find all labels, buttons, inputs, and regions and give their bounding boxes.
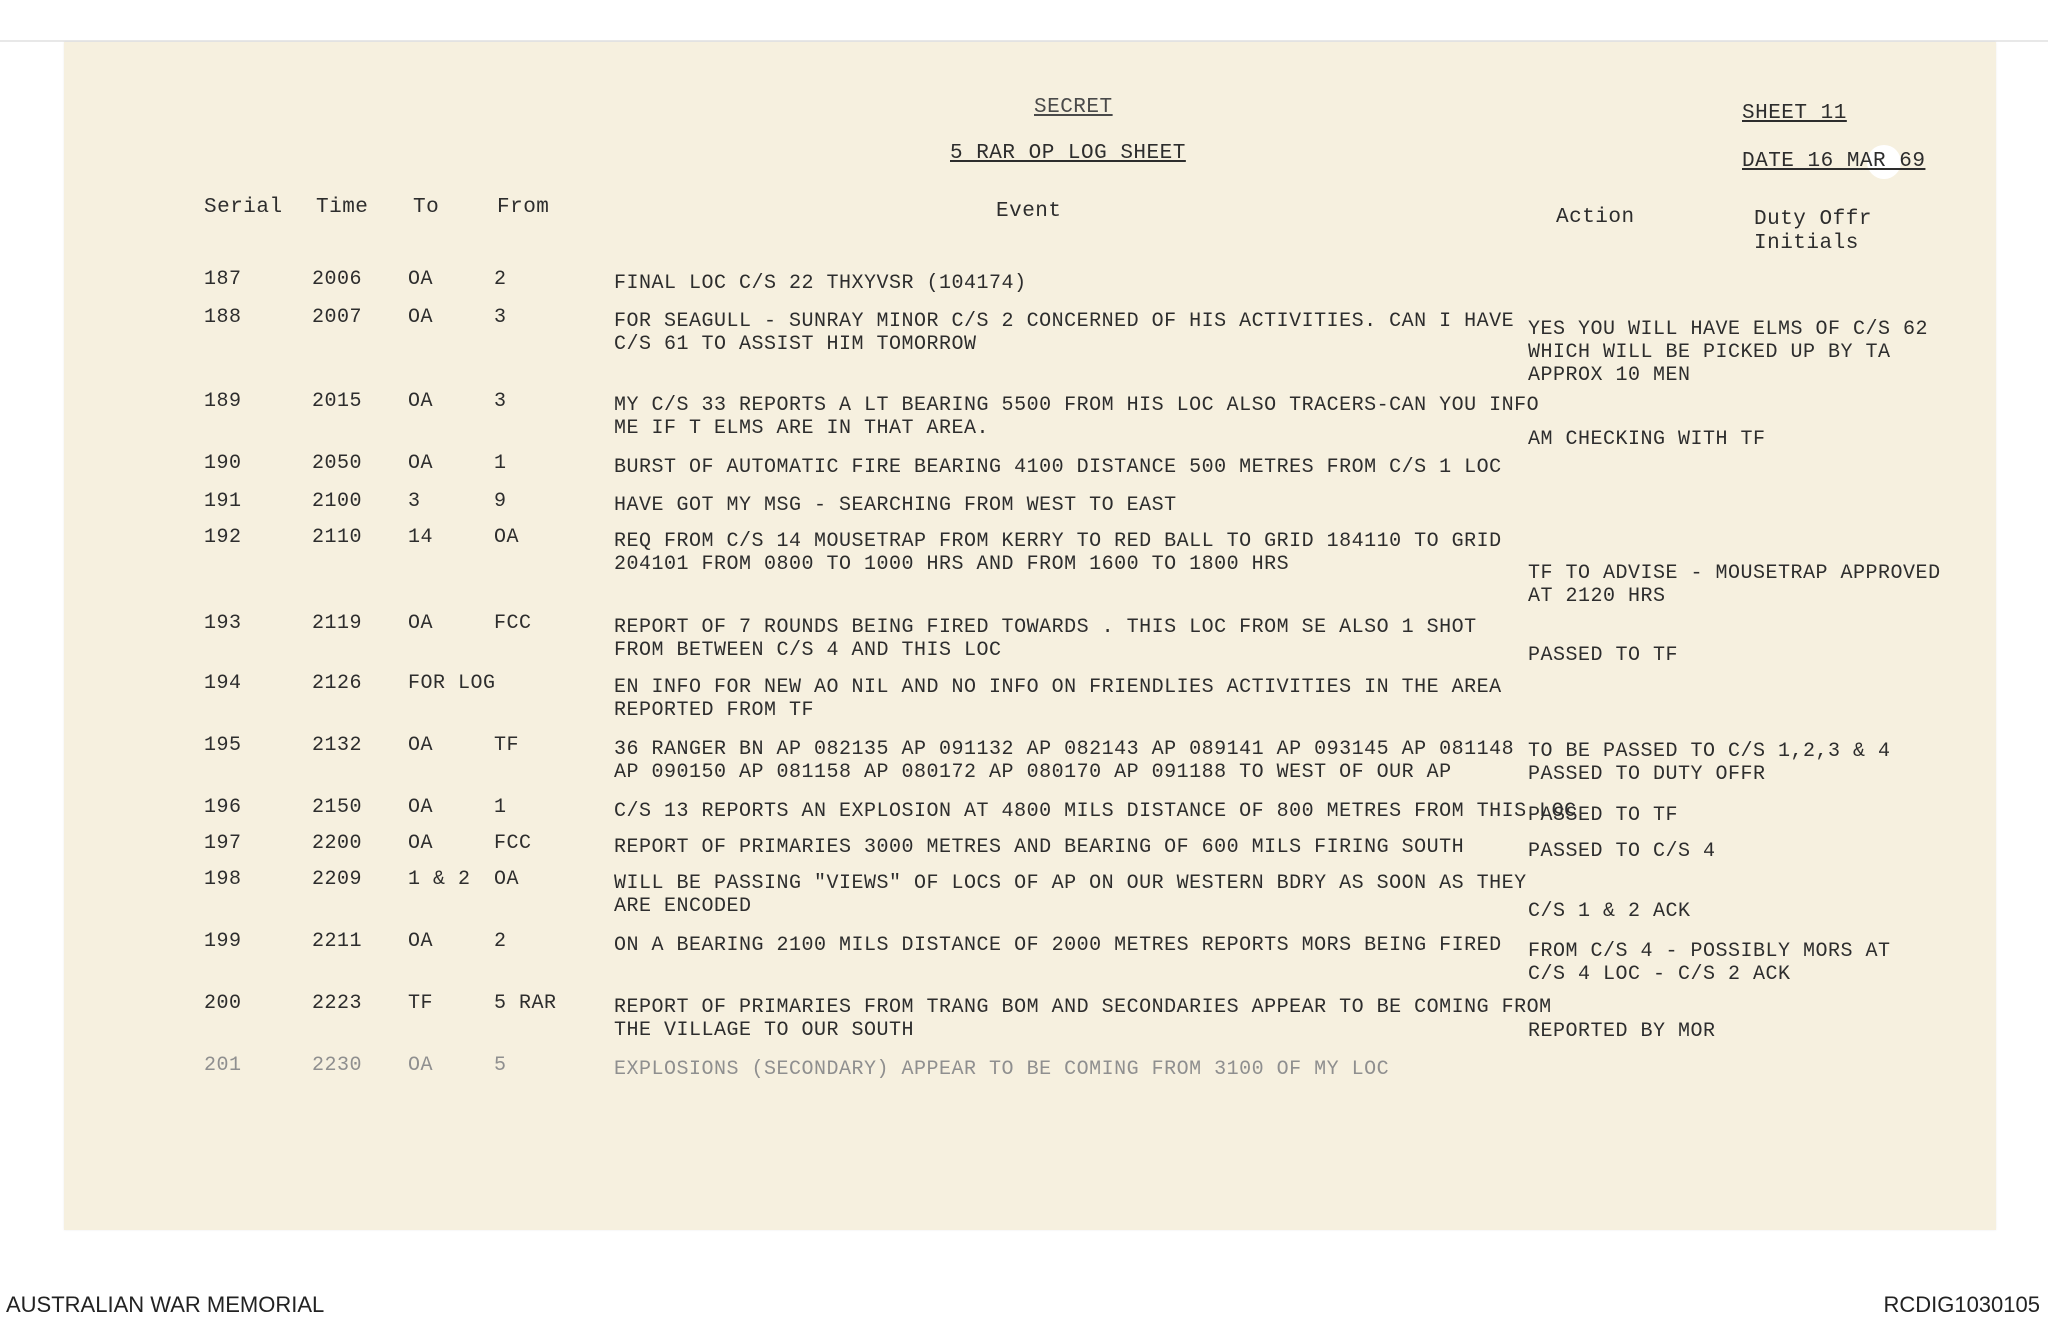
entry-to: 1 & 2 [408, 868, 471, 891]
entry-from: 3 [494, 306, 507, 329]
entry-event-line: REPORTED FROM TF [614, 699, 815, 722]
entry-serial: 191 [204, 490, 242, 513]
entry-action-line: C/S 1 & 2 ACK [1528, 900, 1691, 923]
entry-event-line: REPORT OF PRIMARIES FROM TRANG BOM AND SECONDARIES APPEAR TO BE COMING FROM [614, 996, 1552, 1019]
entry-action-line: PASSED TO TF [1528, 804, 1679, 827]
entry-to: OA [408, 796, 434, 819]
entry-from: 3 [494, 390, 507, 413]
entry-from: FCC [494, 832, 532, 855]
entry-to: TF [408, 992, 434, 1015]
entry-event-line: AP 090150 AP 081158 AP 080172 AP 080170 AP 091188 TO WEST OF OUR AP [614, 761, 1452, 784]
entry-time: 2200 [312, 832, 363, 855]
entry-serial: 189 [204, 390, 242, 413]
entry-event-line: THE VILLAGE TO OUR SOUTH [614, 1019, 915, 1042]
entry-to: 3 [408, 490, 421, 513]
entry-to: OA [408, 734, 434, 757]
classification-heading: SECRET [1034, 96, 1113, 119]
entry-to: OA [408, 930, 434, 953]
entry-event-line: EXPLOSIONS (SECONDARY) APPEAR TO BE COMING FROM 3100 OF MY LOC [614, 1058, 1390, 1081]
entry-event-line: REPORT OF PRIMARIES 3000 METRES AND BEARING OF 600 MILS FIRING SOUTH [614, 836, 1465, 859]
col-header-action: Action [1556, 206, 1635, 229]
entry-from: OA [494, 868, 520, 891]
entry-time: 2050 [312, 452, 363, 475]
entry-serial: 199 [204, 930, 242, 953]
col-header-event: Event [996, 200, 1062, 223]
entry-from: 1 [494, 452, 507, 475]
entry-action-line: AT 2120 HRS [1528, 585, 1666, 608]
entry-to: OA [408, 390, 434, 413]
entry-event-line: WILL BE PASSING "VIEWS" OF LOCS OF AP ON OUR WESTERN BDRY AS SOON AS THEY [614, 872, 1527, 895]
entry-event-line: REPORT OF 7 ROUNDS BEING FIRED TOWARDS . THIS LOC FROM SE ALSO 1 SHOT [614, 616, 1477, 639]
entry-time: 2150 [312, 796, 363, 819]
entry-serial: 200 [204, 992, 242, 1015]
entry-action-line: AM CHECKING WITH TF [1528, 428, 1766, 451]
entry-action-line: REPORTED BY MOR [1528, 1020, 1716, 1043]
entry-time: 2119 [312, 612, 363, 635]
entry-serial: 190 [204, 452, 242, 475]
sheet-number: SHEET 11 [1742, 102, 1847, 125]
entry-event-line: HAVE GOT MY MSG - SEARCHING FROM WEST TO EAST [614, 494, 1177, 517]
entry-from: OA [494, 526, 520, 549]
entry-action-line: YES YOU WILL HAVE ELMS OF C/S 62 [1528, 318, 1929, 341]
entry-action-line: FROM C/S 4 - POSSIBLY MORS AT [1528, 940, 1891, 963]
entry-event-line: C/S 61 TO ASSIST HIM TOMORROW [614, 333, 977, 356]
entry-event-line: REQ FROM C/S 14 MOUSETRAP FROM KERRY TO RED BALL TO GRID 184110 TO GRID [614, 530, 1502, 553]
entry-to: OA [408, 268, 434, 291]
entry-time: 2100 [312, 490, 363, 513]
entry-time: 2006 [312, 268, 363, 291]
col-header-duty-initials: Initials [1754, 232, 1859, 255]
footer-record-id: RCDIG1030105 [1883, 1292, 2040, 1317]
entry-from: 2 [494, 268, 507, 291]
entry-to: FOR LOG [408, 672, 496, 695]
entry-action-line: PASSED TO C/S 4 [1528, 840, 1716, 863]
col-header-time: Time [316, 196, 369, 219]
entry-action-line: PASSED TO DUTY OFFR [1528, 763, 1766, 786]
entry-time: 2230 [312, 1054, 363, 1077]
entry-time: 2110 [312, 526, 363, 549]
col-header-duty-officer: Duty Offr [1754, 208, 1872, 231]
col-header-to: To [413, 196, 440, 219]
sheet-title: 5 RAR OP LOG SHEET [950, 142, 1186, 165]
entry-event-line: ME IF T ELMS ARE IN THAT AREA. [614, 417, 990, 440]
entry-serial: 197 [204, 832, 242, 855]
entry-to: OA [408, 306, 434, 329]
entry-event-line: 204101 FROM 0800 TO 1000 HRS AND FROM 1600 TO 1800 HRS [614, 553, 1290, 576]
entry-event-line: C/S 13 REPORTS AN EXPLOSION AT 4800 MILS DISTANCE OF 800 METRES FROM THIS LOC [614, 800, 1577, 823]
entry-event-line: ARE ENCODED [614, 895, 752, 918]
entry-serial: 198 [204, 868, 242, 891]
entry-time: 2007 [312, 306, 363, 329]
entry-to: OA [408, 612, 434, 635]
entry-from: 2 [494, 930, 507, 953]
entry-action-line: WHICH WILL BE PICKED UP BY TA [1528, 341, 1891, 364]
entry-from: 5 [494, 1054, 507, 1077]
entry-to: OA [408, 832, 434, 855]
entry-serial: 187 [204, 268, 242, 291]
entry-time: 2209 [312, 868, 363, 891]
sheet-date: DATE 16 MAR 69 [1742, 150, 1926, 173]
entry-from: 9 [494, 490, 507, 513]
col-header-from: From [497, 196, 550, 219]
entry-event-line: BURST OF AUTOMATIC FIRE BEARING 4100 DISTANCE 500 METRES FROM C/S 1 LOC [614, 456, 1502, 479]
entry-time: 2132 [312, 734, 363, 757]
entry-serial: 201 [204, 1054, 242, 1077]
entry-serial: 194 [204, 672, 242, 695]
entry-action-line: PASSED TO TF [1528, 644, 1679, 667]
entry-serial: 193 [204, 612, 242, 635]
entry-to: 14 [408, 526, 434, 549]
entry-serial: 188 [204, 306, 242, 329]
entry-action-line: TO BE PASSED TO C/S 1,2,3 & 4 [1528, 740, 1891, 763]
entry-event-line: EN INFO FOR NEW AO NIL AND NO INFO ON FRIENDLIES ACTIVITIES IN THE AREA [614, 676, 1502, 699]
entry-event-line: FINAL LOC C/S 22 THXYVSR (104174) [614, 272, 1027, 295]
footer-institution: AUSTRALIAN WAR MEMORIAL [6, 1292, 325, 1317]
entry-from: 1 [494, 796, 507, 819]
entry-event-line: ON A BEARING 2100 MILS DISTANCE OF 2000 METRES REPORTS MORS BEING FIRED [614, 934, 1502, 957]
entry-time: 2211 [312, 930, 363, 953]
entry-from: 5 RAR [494, 992, 557, 1015]
entry-event-line: MY C/S 33 REPORTS A LT BEARING 5500 FROM HIS LOC ALSO TRACERS-CAN YOU INFO [614, 394, 1540, 417]
entry-time: 2015 [312, 390, 363, 413]
entry-from: TF [494, 734, 520, 757]
entry-from: FCC [494, 612, 532, 635]
col-header-serial: Serial [204, 196, 283, 219]
entry-action-line: APPROX 10 MEN [1528, 364, 1691, 387]
entry-event-line: FOR SEAGULL - SUNRAY MINOR C/S 2 CONCERNED OF HIS ACTIVITIES. CAN I HAVE [614, 310, 1515, 333]
entry-to: OA [408, 452, 434, 475]
entry-action-line: C/S 4 LOC - C/S 2 ACK [1528, 963, 1791, 986]
entry-event-line: FROM BETWEEN C/S 4 AND THIS LOC [614, 639, 1002, 662]
entry-serial: 195 [204, 734, 242, 757]
entry-event-line: 36 RANGER BN AP 082135 AP 091132 AP 082143 AP 089141 AP 093145 AP 081148 [614, 738, 1515, 761]
entry-serial: 196 [204, 796, 242, 819]
entry-to: OA [408, 1054, 434, 1077]
entry-time: 2223 [312, 992, 363, 1015]
entry-time: 2126 [312, 672, 363, 695]
entry-action-line: TF TO ADVISE - MOUSETRAP APPROVED [1528, 562, 1941, 585]
entry-serial: 192 [204, 526, 242, 549]
